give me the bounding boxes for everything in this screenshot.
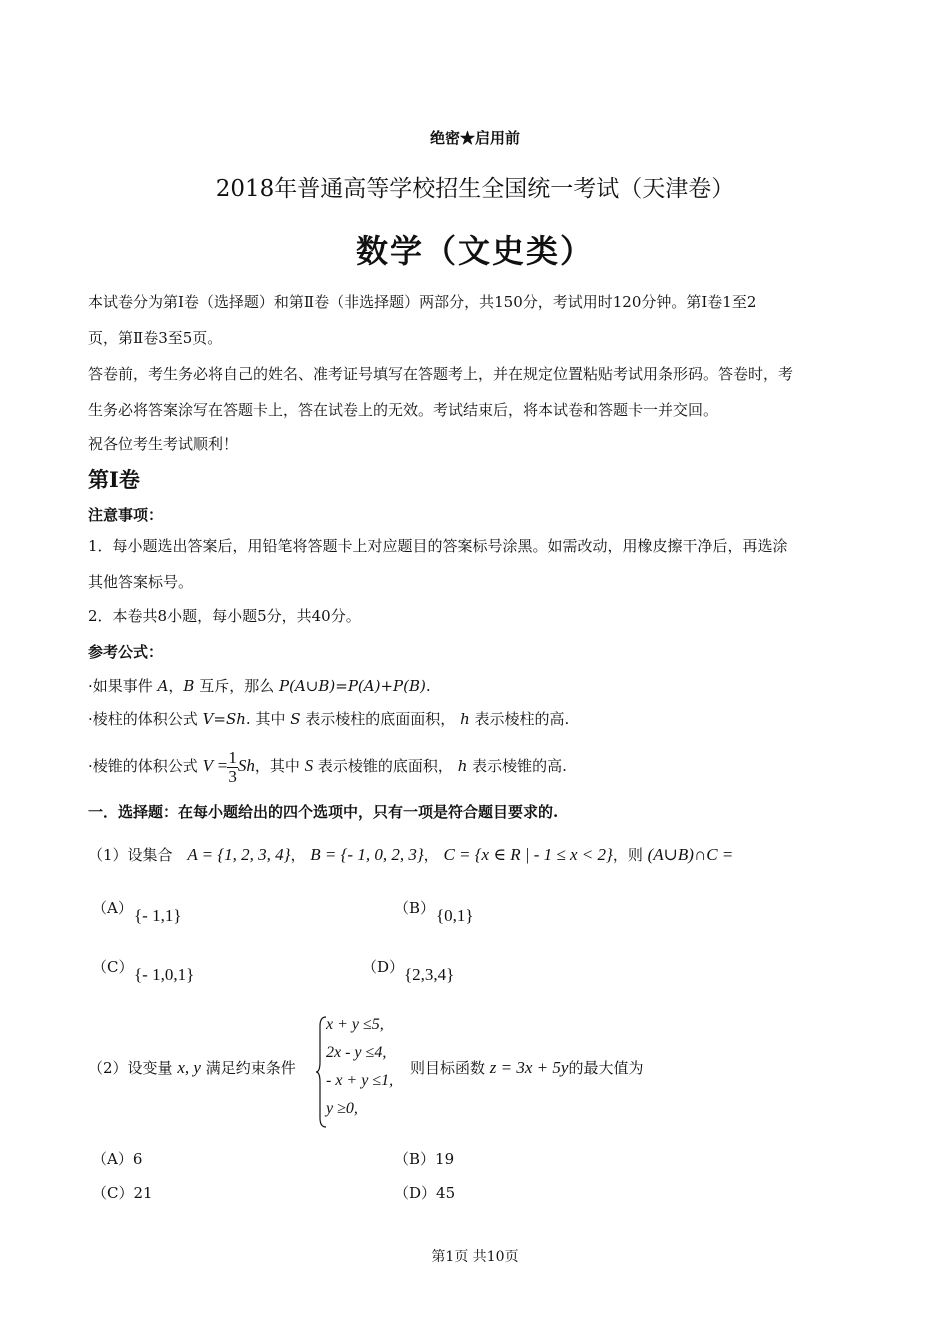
fraction-denominator: 3	[228, 766, 237, 786]
formula-3-mid: ，其中	[254, 757, 300, 775]
question-1	[88, 838, 866, 872]
formula-2-s: S	[290, 710, 301, 728]
q2-option-c: （C）21	[92, 1184, 153, 1202]
q1-option-b-label: （B）	[394, 899, 436, 917]
q1-option-c-label: （C）	[92, 958, 134, 976]
constraint-3: - x + y ≤1,	[326, 1072, 394, 1089]
note-2: 2．本卷共8小题，每小题5分，共40分。	[88, 607, 361, 625]
formula-1-end: .	[425, 677, 431, 695]
formula-3-prefix: ·棱锥的体积公式	[88, 757, 198, 775]
question-2-mid: 满足约束条件	[205, 1059, 296, 1077]
set-a: A = {1, 2, 3, 4}	[187, 845, 291, 864]
probability-formula: P(A∪B)=P(A)+P(B)	[279, 677, 426, 695]
question-1-sep2: ，	[423, 846, 439, 864]
formula-heading: 参考公式：	[88, 643, 164, 661]
constraint-4: y ≥0,	[326, 1100, 358, 1117]
formula-2	[88, 709, 866, 729]
set-c: C = {x ∈ R | - 1 ≤ x < 2}	[443, 845, 613, 864]
intro-line-2: 页，第Ⅱ卷3至5页。	[88, 329, 223, 347]
constraint-2: 2x - y ≤4,	[326, 1044, 387, 1061]
question-1-sep3: ，则	[612, 846, 643, 864]
q1-option-c: {- 1,0,1}	[134, 965, 195, 984]
q1-option-b: {0,1}	[436, 906, 474, 925]
question-2-suffix-line	[410, 1058, 710, 1078]
exam-subtitle: 数学（文史类）	[355, 232, 594, 270]
intro-line-4: 生务必将答案涂写在答题卡上，答在试卷上的无效。考试结束后，将本试卷和答题卡一并交回。	[88, 401, 719, 419]
question-1-sep1: ，	[290, 846, 306, 864]
q1-option-d-label: （D）	[362, 958, 405, 976]
q1-option-a-label: （A）	[92, 899, 133, 917]
note-1-line-2: 其他答案标号。	[88, 573, 194, 591]
intro-line-3: 答卷前，考生务必将自己的姓名、准考证号填写在答题考上，并在规定位置粘贴考试用条形码。答卷时，考	[88, 365, 794, 383]
fraction-numerator: 1	[228, 747, 237, 767]
section-1-heading: 一．选择题：在每小题给出的四个选项中，只有一项是符合题目要求的.	[88, 803, 559, 821]
q2-option-a: （A）6	[92, 1150, 143, 1168]
formula-3-sh: Sh	[237, 756, 255, 775]
q1-option-a: {- 1,1}	[134, 906, 182, 925]
question-2-prefix: （2）设变量	[88, 1059, 173, 1077]
q1-option-d: {2,3,4}	[404, 965, 455, 984]
formula-3-end: 表示棱锥的高.	[472, 757, 567, 775]
formula-3	[88, 744, 866, 788]
formula-2-h: h	[460, 710, 470, 728]
formula-1-sep: ，	[168, 677, 184, 695]
confidential-label: 绝密★启用前	[429, 129, 520, 147]
formula-2-mid2: 表示棱柱的底面面积，	[305, 710, 456, 728]
formula-3-h: h	[457, 757, 468, 775]
notes-heading: 注意事项：	[88, 506, 164, 524]
question-1-expression: (A∪B)∩C =	[647, 845, 734, 864]
formula-1-mid: 互斥，那么	[199, 677, 275, 695]
exam-title: 2018年普通高等学校招生全国统一考试（天津卷）	[215, 176, 735, 202]
part1-heading: 第Ⅰ卷	[88, 467, 140, 492]
formula-3-mid2: 表示棱锥的底面积，	[317, 757, 453, 775]
q2-option-d: （D）45	[394, 1184, 456, 1202]
formula-2-prefix: ·棱柱的体积公式	[88, 710, 198, 728]
one-third-fraction	[227, 749, 238, 786]
formula-2-end: 表示棱柱的高.	[474, 710, 570, 728]
q2-option-b: （B）19	[394, 1150, 455, 1168]
question-1-prefix: （1）设集合	[88, 846, 173, 864]
formula-1	[88, 676, 866, 696]
prism-volume-formula: V=Sh	[202, 710, 246, 728]
formula-3-eq: =	[217, 756, 228, 775]
formula-2-mid: . 其中	[245, 710, 286, 728]
note-1-line-1: 1．每小题选出答案后，用铅笔将答题卡上对应题目的答案标号涂黑。如需改动，用橡皮擦干净后，再选涂	[88, 537, 788, 555]
formula-1-prefix: ·如果事件	[88, 677, 153, 695]
formula-3-v: V	[202, 756, 213, 775]
question-2-suffix: 则目标函数	[410, 1059, 486, 1077]
question-2-end: 的最大值为	[568, 1059, 644, 1077]
event-a: A	[157, 677, 169, 695]
intro-line-1: 本试卷分为第Ⅰ卷（选择题）和第Ⅱ卷（非选择题）两部分，共150分，考试用时120分钟。第Ⅰ卷1至2	[88, 293, 757, 311]
intro-line-5: 祝各位考生考试顺利！	[88, 435, 239, 453]
constraint-1: x + y ≤5,	[326, 1016, 384, 1033]
question-2-vars: x, y	[177, 1058, 201, 1077]
page-footer: 第1页 共10页	[431, 1249, 519, 1265]
formula-3-s: S	[304, 756, 314, 775]
objective-function: z = 3x + 5y	[489, 1058, 569, 1077]
event-b: B	[183, 677, 195, 695]
set-b: B = {- 1, 0, 2, 3}	[310, 845, 424, 864]
